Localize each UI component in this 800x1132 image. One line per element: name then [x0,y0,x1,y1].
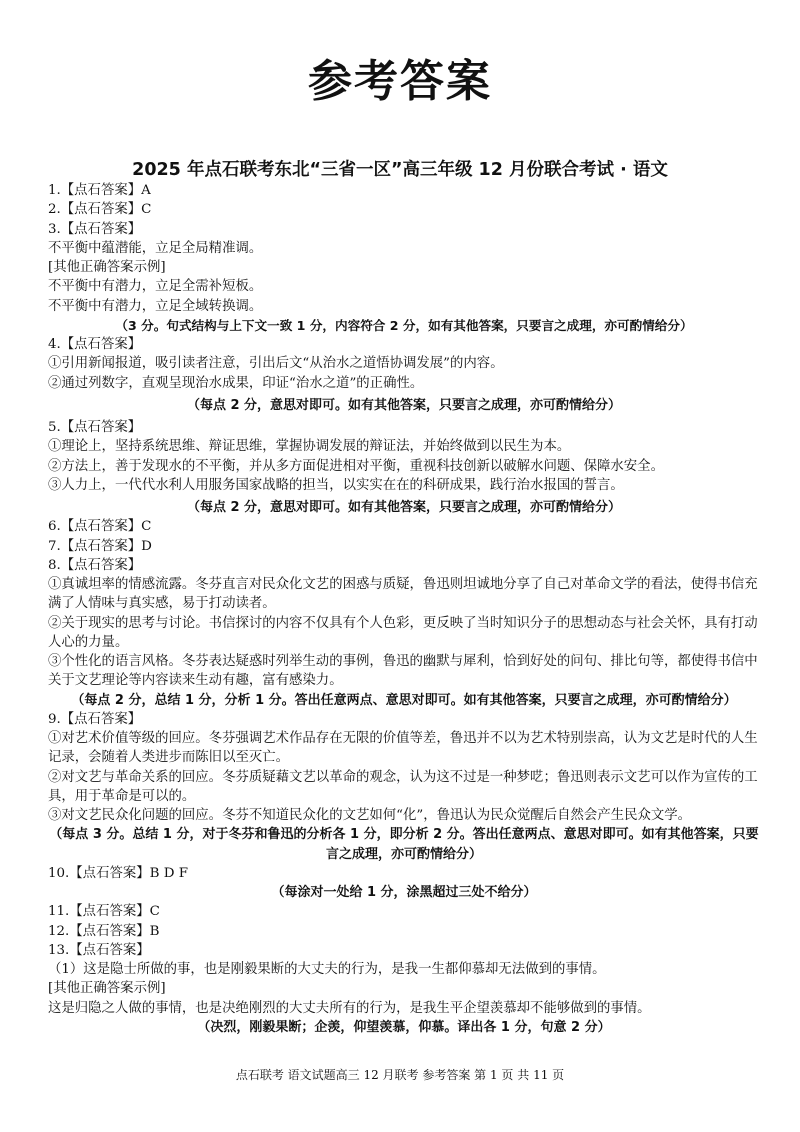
answer-3-example-1: 不平衡中有潜力，立足全需补短板。 [48,279,263,295]
answer-4-point-1: ①引用新闻报道，吸引读者注意，引出后文“从治水之道悟协调发展”的内容。 [48,356,504,372]
answer-3-heading: 3.【点石答案】 [48,221,142,237]
answer-4-scoring: （每点 2 分，意思对即可。如有其他答案，只要言之成理，亦可酌情给分） [186,397,622,413]
answer-12: 12.【点石答案】B [48,923,160,939]
answer-9-heading: 9.【点石答案】 [48,711,142,727]
answer-8-point-3: ③个性化的语言风格。冬芬表达疑惑时列举生动的事例，鲁迅的幽默与犀利，恰到好处的问句、排比句等，都使得书信中关于文艺理论等内容读来生动有趣，富有感染力。 [48,654,758,689]
exam-title: 2025 年点石联考东北“三省一区”高三年级 12 月份联合考试 · 语文 [132,160,668,180]
answer-6: 6.【点石答案】C [48,519,152,535]
answer-8-point-1: ①真诚坦率的情感流露。冬芬直言对民众化文艺的困惑与质疑，鲁迅则坦诚地分享了自己对革命文学的看法，使得书信充满了人情味与真实感，易于打动读者。 [48,577,758,612]
answer-5-point-2: ②方法上，善于发现水的不平衡，并从多方面促进相对平衡，重视科技创新以破解水问题、保障水安全。 [48,458,664,474]
answer-13-translation: （1）这是隐士所做的事，也是刚毅果断的大丈夫的行为，是我一生都仰慕却无法做到的事情。 [48,962,606,977]
answer-3-scoring: （3 分。句式结构与上下文一致 1 分，内容符合 2 分，如有其他答案，只要言之成理，亦可酌情给分） [115,317,693,333]
answer-9-scoring: （每点 3 分。总结 1 分，对于冬芬和鲁迅的分析各 1 分，即分析 2 分。答出任意两点、意思对即可。如有其他答案，只要言之成理，亦可酌情给分） [49,827,759,862]
answer-10: 10.【点石答案】B D F [48,865,189,881]
main-title: 参考答案 [308,56,492,107]
answer-5-point-1: ①理论上，坚持系统思维、辩证思维，掌握协调发展的辩证法，并始终做到以民生为本。 [48,439,571,455]
answer-13-example-label: [其他正确答案示例] [48,981,166,997]
answer-11: 11.【点石答案】C [48,904,160,920]
answer-13-scoring: （决烈，刚毅果断；企羡，仰望羡慕，仰慕。译出各 1 分，句意 2 分） [197,1019,611,1035]
answer-4-point-2: ②通过列数字，直观呈现治水成果，印证“治水之道”的正确性。 [48,375,424,391]
answer-5-point-3: ③人力上，一代代水利人用服务国家战略的担当，以实实在在的科研成果，践行治水报国的誓言。 [48,477,624,493]
answer-3-example-2: 不平衡中有潜力，立足全域转换调。 [48,298,263,314]
answer-13-example: 这是归隐之人做的事情，也是决绝刚烈的大丈夫所有的行为，是我生平企望羡慕却不能够做到的事情。 [48,1000,651,1016]
answer-8-scoring: （每点 2 分，总结 1 分，分析 1 分。答出任意两点、意思对即可。如有其他答案，只要言之成理，亦可酌情给分） [71,692,737,708]
answer-5-scoring: （每点 2 分，意思对即可。如有其他答案，只要言之成理，亦可酌情给分） [186,500,622,515]
answer-3-example-label: [其他正确答案示例] [48,260,166,275]
answer-9-point-3: ③对文艺民众化问题的回应。冬芬不知道民众化的文艺如何“化”，鲁迅认为民众觉醒后自然会产生民众文学。 [48,808,692,823]
answer-5-heading: 5.【点石答案】 [48,420,142,435]
answer-3-text: 不平衡中蕴潜能，立足全局精准调。 [48,240,263,256]
answer-7: 7.【点石答案】D [48,538,152,554]
answer-9-point-2: ②对文艺与革命关系的回应。冬芬质疑藉文艺以革命的观念，认为这不过是一种梦呓；鲁迅则表示文艺可以作为宣传的工具，用于革命是可以的。 [48,769,758,804]
answer-2: 2.【点石答案】C [48,202,152,218]
answer-13-heading: 13.【点石答案】 [48,942,150,958]
answer-8-heading: 8.【点石答案】 [48,557,142,573]
answer-8-point-2: ②关于现实的思考与讨论。书信探讨的内容不仅具有个人色彩，更反映了当时知识分子的思想动态与社会关怀，具有打动人心的力量。 [48,615,758,650]
answer-4-heading: 4.【点石答案】 [48,337,142,352]
answer-content [48,181,760,1037]
answer-1: 1.【点石答案】A [48,183,151,198]
page-footer: 点石联考 语文试题高三 12 月联考 参考答案 第 1 页 共 11 页 [235,1068,565,1082]
answer-9-point-1: ①对艺术价值等级的回应。冬芬强调艺术作品存在无限的价值等差，鲁迅并不以为艺术特别崇高，认为文艺是时代的人生记录，会随着人类进步而陈旧以至灭亡。 [48,731,758,766]
answer-10-scoring: （每涂对一处给 1 分，涂黑超过三处不给分） [271,885,537,900]
